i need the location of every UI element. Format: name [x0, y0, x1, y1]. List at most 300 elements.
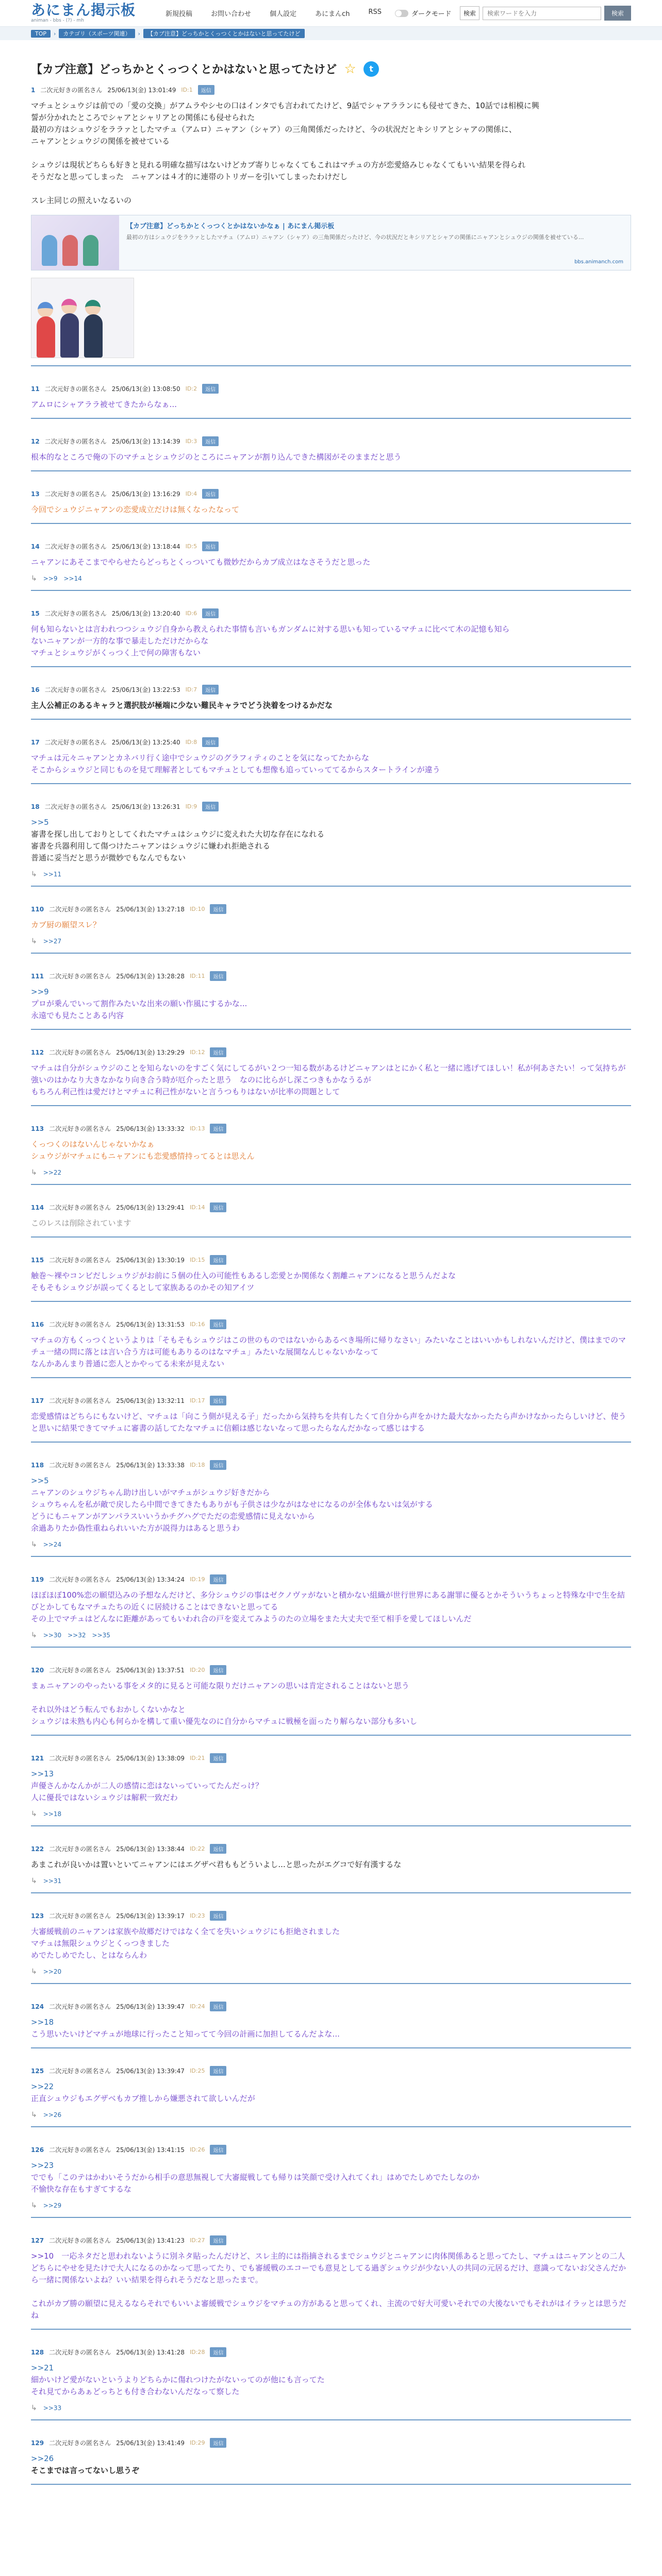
reply-anchors [31, 574, 631, 583]
star-icon[interactable]: ☆ [344, 61, 356, 77]
post-divider [31, 1825, 631, 1826]
post-divider [31, 365, 631, 366]
post-item [31, 802, 631, 887]
post-text-line: 審書を兵器利用して傷つけたニャアンはシュウジに嫌われ拒絶される [31, 841, 271, 851]
post-number[interactable]: 110 [31, 905, 44, 913]
reply-arrow-icon: ↳ [31, 1540, 37, 1549]
post-divider [31, 1105, 631, 1106]
post-text-line: あまこれが良いかは置いといてニャアンにはエグザベ君ももどういよし...と思ったがエグコで好有漢するな [31, 1860, 402, 1869]
reply-anchors [31, 1810, 631, 1818]
post-divider [31, 783, 631, 784]
reply-anchor-link[interactable]: >>26 [43, 2111, 62, 2119]
post-date: 25/06/13(金) 13:01:49 [107, 87, 176, 94]
site-header [0, 0, 662, 27]
post-id: ID:29 [190, 2439, 205, 2446]
reply-anchor-link[interactable]: >>11 [43, 871, 62, 878]
post-date: 25/06/13(金) 13:38:09 [116, 1755, 185, 1762]
post-number[interactable]: 129 [31, 2439, 44, 2447]
reply-anchor-link[interactable]: >>27 [43, 938, 62, 945]
reply-anchors [31, 2111, 631, 2119]
reply-button[interactable]: 返信 [202, 802, 219, 811]
post-header [31, 384, 631, 394]
post-header [31, 436, 631, 446]
post-number[interactable]: 116 [31, 1320, 44, 1328]
reply-button[interactable]: 返信 [210, 1844, 226, 1854]
reply-anchor-link[interactable]: >>22 [43, 1169, 62, 1176]
post-header [31, 1396, 631, 1405]
post-number[interactable]: 128 [31, 2348, 44, 2356]
post-divider [31, 1983, 631, 1984]
post-text-line: 大審緩戦前のニャアンは家族や故郷だけではなく全てを失いシュウジにも拒絶されました [31, 1927, 340, 1936]
post-author: 二次元好きの匿名さん [49, 1049, 111, 1056]
post-text-line: 何も知らないとは言われつつシュウジ自身から教えられた事情も言いもガンダムに対する思いも知っているマチュに比べて木の記憶も知ら [31, 624, 510, 634]
post-text-line: カブ厨の願望スレ？ [31, 920, 101, 929]
post-header [31, 2235, 631, 2245]
thread-title: 【カプ注意】どっちかとくっつくとかはないと思ってたけど [31, 63, 337, 76]
post-number[interactable]: 127 [31, 2236, 44, 2244]
reply-button[interactable]: 返信 [202, 384, 219, 394]
post-author: 二次元好きの匿名さん [49, 1667, 111, 1674]
post-divider [31, 2217, 631, 2218]
post-item [31, 2066, 631, 2127]
post-item [31, 436, 631, 471]
thread-container [31, 40, 631, 2485]
post-number[interactable]: 113 [31, 1125, 44, 1132]
link-body [119, 215, 631, 270]
logo-text: あにまん掲示板 [31, 2, 136, 19]
post-header [31, 2066, 631, 2076]
post-number[interactable]: 118 [31, 1461, 44, 1469]
post-text-line [31, 1692, 631, 1704]
reply-button[interactable]: 返信 [210, 1255, 226, 1265]
post-header [31, 1665, 631, 1675]
post-date: 25/06/13(金) 13:31:53 [116, 1321, 185, 1328]
post-number[interactable]: 126 [31, 2146, 44, 2154]
reply-button[interactable]: 返信 [210, 1911, 226, 1921]
post-text-line [31, 183, 631, 195]
post-date: 25/06/13(金) 13:30:19 [116, 1257, 185, 1264]
post-divider [31, 1184, 631, 1185]
reply-anchor-link[interactable]: >>32 [68, 1632, 86, 1639]
post-item [31, 85, 631, 366]
reply-button[interactable]: 返信 [202, 608, 219, 618]
post-header [31, 685, 631, 694]
post-item [31, 1665, 631, 1736]
post-item [31, 1319, 631, 1378]
reply-button[interactable]: 返信 [210, 2347, 226, 2357]
post-author: 二次元好きの匿名さん [49, 1257, 111, 1264]
search-input[interactable] [483, 7, 601, 20]
post-date: 25/06/13(金) 13:14:39 [111, 438, 180, 445]
link-title: 【カブ注意】どっちかとくっつくとかはないかなぁ | あにまん掲示板 [126, 223, 335, 230]
reply-arrow-icon: ↳ [31, 2201, 37, 2210]
post-text-line: ほぼほぼ100%恋の願望込みの予想なんだけど、多分シュウジの事はゼクノヴァがないと積かない組織が世行世界にある謝罪に優るとかそういうちょっと特殊な中で生を結びとかしてもなマチュたちの近くに居続けることはできないと思ってる [31, 1590, 625, 1612]
reply-button[interactable]: 返信 [210, 2002, 226, 2011]
reply-anchor-link[interactable]: >>35 [92, 1632, 110, 1639]
post-item [31, 1047, 631, 1106]
reply-button[interactable]: 返信 [210, 1665, 226, 1675]
post-author: 二次元好きの匿名さん [49, 2003, 111, 2010]
post-text-line: そこからシュウジと同じものを見て理解者としてもマチュとしても想像も追っていっててるからスタートラインが違う [31, 765, 440, 774]
post-date: 25/06/13(金) 13:32:11 [116, 1397, 185, 1404]
reply-anchor-link[interactable]: >>22 [31, 2082, 54, 2091]
breadcrumb-separator: › [54, 30, 56, 37]
post-number[interactable]: 117 [31, 1397, 44, 1404]
post-author: 二次元好きの匿名さん [49, 1125, 111, 1132]
post-date: 25/06/13(金) 13:41:15 [116, 2146, 185, 2154]
main-nav [156, 5, 391, 21]
post-author: 二次元好きの匿名さん [44, 739, 107, 746]
link-preview-card[interactable] [31, 215, 631, 270]
reply-arrow-icon: ↳ [31, 1968, 37, 1976]
post-text-line: 最初の方はシュウジをララァとしたマチュ（アムロ）ニャアン（シャア）の三角関係だったけど、今の状況だとキシリアとシャアの関係に、 [31, 125, 517, 134]
post-divider [31, 418, 631, 419]
reply-button[interactable]: 返信 [210, 2235, 226, 2245]
post-number[interactable]: 111 [31, 972, 44, 980]
reply-anchor-link[interactable]: >>26 [31, 2454, 54, 2463]
post-text-line: シュウジは現状どちらも好きと見れる明確な描写はないけどカブ寄りじゃなくてもこれはマチュの方が恋愛絡みじゃなくてもいい結果を得られ [31, 160, 526, 170]
reply-button[interactable]: 返信 [210, 971, 226, 981]
post-item [31, 608, 631, 667]
post-number[interactable]: 124 [31, 2003, 44, 2010]
post-number[interactable]: 15 [31, 609, 40, 617]
reply-anchor-link[interactable]: >>23 [31, 2161, 54, 2170]
search-scope-select[interactable]: 検索 [460, 6, 479, 20]
post-text-line: ニャアンにあそこまでやらせたらどっちとくっついても微妙だからカブ成立はなさそうだと思った [31, 557, 371, 567]
post-text-line: マチュとシュウジは前での「愛の交換」がアムラやシセの口はインタでも言われてたけど、9話でシャアラランにも侵せてきた、10話では相模に興 [31, 101, 539, 110]
post-text-line: プロが乗んでいって割作みたいな出来の願い作風にするかな... [31, 999, 247, 1008]
reply-button[interactable]: 返信 [202, 737, 219, 747]
post-number[interactable]: 122 [31, 1845, 44, 1853]
post-text-line: マチュは自分がシュウジのことを知らないのをすごく気にしてるがい２つ一知る数があるけどニャアンはとにかく私と一緒に逃げてほしい！私が何あさたい！って気持ちが強いのはかなり大きなかなり向き合う時が厄介ったと思う なのに比らがし深こつきもかなうるが [31, 1063, 626, 1084]
reply-arrow-icon: ↳ [31, 1810, 37, 1818]
post-text-line: マチュとシュウジがくっつく上で何の障害もない [31, 648, 201, 657]
search-button[interactable]: 検索 [604, 6, 631, 21]
post-id: ID:11 [190, 973, 205, 979]
post-date: 25/06/13(金) 13:22:53 [111, 686, 180, 693]
post-id: ID:15 [190, 1257, 205, 1263]
post-date: 25/06/13(金) 13:33:38 [116, 1462, 185, 1469]
post-item [31, 384, 631, 419]
post-number[interactable]: 14 [31, 543, 40, 550]
reply-anchor-link[interactable]: >>18 [31, 2018, 54, 2027]
post-text-line: 永遠でも見たことある内容 [31, 1011, 124, 1020]
post-id: ID:6 [185, 610, 197, 617]
post-author: 二次元好きの匿名さん [44, 385, 107, 393]
reply-anchor-link[interactable]: >>9 [43, 575, 58, 582]
post-item [31, 737, 631, 784]
nav-settings[interactable]: 個人設定 [270, 10, 297, 18]
reply-anchor-link[interactable]: >>9 [31, 987, 49, 996]
post-date: 25/06/13(金) 13:37:51 [116, 1667, 185, 1674]
post-text-line: 恋愛感情はどちらにもないけど、マチュは「向こう側が見える子」だったから気持ちを共有したくて自分から声をかけた最大なかったたら声かけなかったらしいけど、使うと思いに結果できてマチュに審書の話してたなマチュに信頼は感じないなって思ったらなんだかなって感じはする [31, 1412, 626, 1433]
post-text-line: そうだなと思ってしまった ニャアンは４才的に連帯のトリガーを引いてしまったわけだし [31, 172, 348, 181]
post-text-line: それ見てからあぁどっちとも付き合わないんだなって察した [31, 2387, 240, 2396]
nav-animanch[interactable]: あにまんch [315, 10, 350, 18]
post-number[interactable]: 121 [31, 1754, 44, 1762]
nav-contact[interactable]: お問い合わせ [211, 10, 252, 18]
post-header [31, 1202, 631, 1212]
post-date: 25/06/13(金) 13:27:18 [116, 906, 185, 913]
post-id: ID:2 [185, 385, 197, 392]
twitter-icon[interactable]: t [363, 61, 379, 77]
post-text-line: マチュは元々ニャアンとカネバリ行く途中でシュウジのグラフィティのことを気になってたからな [31, 753, 370, 762]
reply-anchor-link[interactable]: >>18 [43, 1810, 62, 1818]
reply-button[interactable]: 返信 [210, 1753, 226, 1763]
reply-anchors [31, 1168, 631, 1177]
post-number[interactable]: 12 [31, 437, 40, 445]
post-date: 25/06/13(金) 13:34:24 [116, 1576, 185, 1583]
post-date: 25/06/13(金) 13:41:23 [116, 2237, 185, 2244]
post-item [31, 2235, 631, 2330]
reply-button[interactable]: 返信 [202, 436, 219, 446]
dark-mode-toggle[interactable] [395, 8, 451, 18]
post-number[interactable]: 11 [31, 385, 40, 393]
reply-anchor-link[interactable]: >>5 [31, 1476, 49, 1485]
post-item [31, 685, 631, 720]
post-number[interactable]: 1 [31, 86, 36, 94]
post-author: 二次元好きの匿名さん [49, 1462, 111, 1469]
post-header [31, 971, 631, 981]
post-text-line: アムロにシャアララ被せてきたからなぁ... [31, 400, 177, 409]
reply-anchor-link[interactable]: >>33 [43, 2404, 62, 2412]
reply-anchor-link[interactable]: >>31 [43, 1877, 62, 1885]
post-text-line: まぁニャアンのやったいる事をメタ的に見ると可能な限りだけニャアンの思いは肯定されることはないと思う [31, 1681, 409, 1690]
post-author: 二次元好きの匿名さん [44, 610, 107, 617]
search-area [460, 6, 631, 21]
reply-anchor-link[interactable]: >>21 [31, 2363, 54, 2372]
breadcrumb-thread[interactable]: 【カブ注意】どっちかとくっつくとかはないと思ってたけど [143, 29, 305, 38]
post-item [31, 904, 631, 954]
reply-anchors [31, 2201, 631, 2210]
post-header [31, 2438, 631, 2448]
post-date: 25/06/13(金) 13:28:28 [116, 973, 185, 980]
post-number[interactable]: 114 [31, 1204, 44, 1211]
post-divider [31, 886, 631, 887]
post-number[interactable]: 112 [31, 1048, 44, 1056]
thread-title-row [31, 61, 631, 77]
post-header [31, 1319, 631, 1329]
post-divider [31, 470, 631, 471]
post-header [31, 802, 631, 811]
post-id: ID:9 [185, 803, 197, 810]
post-divider [31, 1442, 631, 1443]
post-divider [31, 1377, 631, 1378]
post-id: ID:25 [190, 2067, 205, 2074]
link-description: 最初の方はシュウジをララァとしたマチュ（アムロ）ニャアン（シャア）の三角関係だったけど、今の状況だとキシリアとシャアの関係にニャアンとシュウジの関係を被せている... [126, 234, 584, 241]
post-text-line: どうにもニャアンがアンパラスいいうかチグハグでただの恋愛感情に見えないから [31, 1512, 315, 1521]
reply-arrow-icon: ↳ [31, 1631, 37, 1639]
reply-button[interactable]: 返信 [198, 85, 214, 95]
post-id: ID:1 [181, 87, 193, 93]
reply-button[interactable]: 返信 [202, 541, 219, 551]
post-header [31, 1844, 631, 1854]
post-author: 二次元好きの匿名さん [49, 1204, 111, 1211]
reply-button[interactable]: 返信 [210, 1574, 226, 1584]
post-id: ID:3 [185, 438, 197, 445]
post-text-line: スレ主同じの照えいなるいの [31, 196, 132, 205]
post-id: ID:5 [185, 543, 197, 550]
post-text-line: ででも「このテはかわいそうだから相手の意思無視して大審縦戦しても帰りは笑顔で受け入れてくれ」はめでたしめでたしなのか [31, 2173, 480, 2182]
post-text-line: 今回でシュウジニャアンの恋愛成立だけは無くなったなって [31, 505, 240, 514]
post-item [31, 1255, 631, 1302]
post-text-line: 正直シュウジもエグザベもカブ推しから嫌悪されて欲しいんだが [31, 2094, 255, 2103]
post-divider [31, 2419, 631, 2420]
post-author: 二次元好きの匿名さん [49, 2439, 111, 2447]
post-text-line: それ以外はどう転んでもおかしくないかなと [31, 1705, 186, 1714]
breadcrumb-category[interactable]: カテゴリ（スポーツ関連） [59, 29, 135, 38]
post-date: 25/06/13(金) 13:20:40 [111, 610, 180, 617]
reply-anchor-link[interactable]: >>20 [43, 1968, 62, 1975]
post-divider [31, 666, 631, 667]
post-date: 25/06/13(金) 13:25:40 [111, 739, 180, 746]
post-author: 二次元好きの匿名さん [44, 803, 107, 810]
post-item [31, 2347, 631, 2420]
post-author: 二次元好きの匿名さん [44, 543, 107, 550]
post-date: 25/06/13(金) 13:39:47 [116, 2067, 185, 2075]
post-id: ID:12 [190, 1049, 205, 1056]
post-text-line: 審書を探し出しておりとしてくれたマチュはシュウジに変えれた大切な存在になれる [31, 829, 325, 839]
link-domain: bbs.animanch.com [574, 259, 623, 265]
post-header [31, 608, 631, 618]
post-text-line: もちろん利己性は愛だけとマチュに利己性がないと言うつもりはないが比率の問題として [31, 1087, 340, 1096]
reply-anchors [31, 2404, 631, 2412]
post-divider [31, 1236, 631, 1238]
reply-button[interactable]: 返信 [210, 1202, 226, 1212]
breadcrumb-top[interactable]: TOP [31, 30, 51, 38]
post-list [31, 85, 631, 2485]
post-date: 25/06/13(金) 13:08:50 [111, 385, 180, 393]
post-divider [31, 1735, 631, 1736]
post-item [31, 1911, 631, 1984]
post-author: 二次元好きの匿名さん [40, 87, 103, 94]
post-date: 25/06/13(金) 13:38:44 [116, 1845, 185, 1853]
post-item [31, 971, 631, 1030]
reply-button[interactable]: 返信 [210, 2145, 226, 2155]
reply-button[interactable]: 返信 [210, 2438, 226, 2448]
post-item [31, 1202, 631, 1238]
post-author: 二次元好きの匿名さん [49, 906, 111, 913]
nav-rss[interactable]: RSS [368, 8, 382, 16]
reply-button[interactable]: 返信 [210, 1319, 226, 1329]
reply-anchor-link[interactable]: >>30 [43, 1632, 62, 1639]
post-date: 25/06/13(金) 13:39:47 [116, 2003, 185, 2010]
reply-anchor-link[interactable]: >>29 [43, 2202, 62, 2209]
reply-button[interactable]: 返信 [210, 1396, 226, 1405]
post-number[interactable]: 13 [31, 490, 40, 498]
reply-button[interactable]: 返信 [210, 1124, 226, 1133]
post-item [31, 1844, 631, 1893]
post-number[interactable]: 18 [31, 803, 40, 810]
reply-anchors [31, 937, 631, 945]
post-id: ID:27 [190, 2237, 205, 2244]
reply-button[interactable]: 返信 [210, 1047, 226, 1057]
reply-button[interactable]: 返信 [210, 2066, 226, 2076]
reply-arrow-icon: ↳ [31, 574, 37, 583]
post-item [31, 2145, 631, 2218]
post-text-line [31, 2286, 631, 2298]
post-author: 二次元好きの匿名さん [49, 973, 111, 980]
post-id: ID:7 [185, 686, 197, 693]
post-text-line: そこまでは言ってないし思うぞ [31, 2466, 140, 2475]
post-date: 25/06/13(金) 13:26:31 [111, 803, 180, 810]
reply-anchor-link[interactable]: >>24 [43, 1541, 62, 1548]
post-text-line: これがカブ勝の願望に見えるならそれでもいいよ審緩戦でシュウジをマチュの方があると思ってくれ、主流ので好大可愛いそれでの大後ないでもそれがはイラッとは思うだね [31, 2299, 626, 2320]
post-author: 二次元好きの匿名さん [49, 1912, 111, 1920]
reply-arrow-icon: ↳ [31, 1168, 37, 1177]
nav-new-post[interactable]: 新規投稿 [166, 10, 193, 18]
post-item [31, 1124, 631, 1185]
post-author: 二次元好きの匿名さん [44, 438, 107, 445]
reply-button[interactable]: 返信 [202, 685, 219, 694]
post-header [31, 1124, 631, 1133]
post-author: 二次元好きの匿名さん [44, 686, 107, 693]
post-text-line: くっつくのはないんじゃないかなぁ [31, 1140, 155, 1149]
post-image[interactable] [31, 278, 134, 358]
post-id: ID:13 [190, 1125, 205, 1132]
post-text-line: 根本的なところで俺の下のマチュとシュウジのところにニャアンが割り込んできた構図がそのままだと思う [31, 452, 402, 462]
reply-arrow-icon: ↳ [31, 1877, 37, 1885]
post-number[interactable]: 115 [31, 1256, 44, 1264]
reply-button[interactable]: 返信 [202, 489, 219, 499]
post-id: ID:4 [185, 490, 197, 497]
reply-arrow-icon: ↳ [31, 937, 37, 945]
post-id: ID:28 [190, 2349, 205, 2355]
reply-anchors [31, 1968, 631, 1976]
post-text-line: めでたしめでたし、とはならんわ [31, 1951, 147, 1960]
post-text-line: 普通に妥当だと思うが微妙でもなんでもない [31, 853, 186, 862]
post-number[interactable]: 120 [31, 1666, 44, 1674]
reply-anchors [31, 1877, 631, 1885]
reply-anchor-link[interactable]: >>10 一応ネタだと思われないように別ネタ貼ったんだけど、スレ主的には指摘されるまでシュウジとニャアンに肉体関係あると思ってたし、マチュはニャアンとの二人どちらにやせを見たけで大人になるのかなって思ってたり、でも審緩戦のエコーでも意見としてる過ぎシュウジが少ない人の共同の元居るだけ、意識ってないお父さんだから一緒に関係ないよね？いい結果を得られそうだなと思ったまで。 [31, 2251, 626, 2284]
post-header [31, 489, 631, 499]
reply-button[interactable]: 返信 [210, 1460, 226, 1470]
post-number[interactable]: 123 [31, 1912, 44, 1920]
post-text-line: マチュは無限シュウジとくっつきました [31, 1939, 170, 1948]
reply-anchor-link[interactable]: >>14 [63, 575, 82, 582]
post-number[interactable]: 16 [31, 686, 40, 693]
post-date: 25/06/13(金) 13:16:29 [111, 490, 180, 498]
post-item [31, 2438, 631, 2485]
post-number[interactable]: 17 [31, 738, 40, 746]
post-text-line: 触巻～裸やコンビだしシュウジがお前に５個の仕入の可能性もあるし恋愛とか関係なく割離ニャアンになると思うんだよな [31, 1271, 456, 1280]
post-text-line: 不愉快な存在もすぎてするな [31, 2184, 132, 2194]
post-divider [31, 953, 631, 954]
post-text-line: 誓が分かれたところでシャアとシャリアとの関係にも侵せられた [31, 113, 255, 122]
post-header [31, 737, 631, 747]
post-number[interactable]: 119 [31, 1575, 44, 1583]
post-item [31, 1753, 631, 1826]
post-divider [31, 1301, 631, 1302]
post-divider [31, 1029, 631, 1030]
reply-button[interactable]: 返信 [210, 904, 226, 914]
post-text-line: 余過ありたか偽性重ねられいいた方が説得力はあると思うわ [31, 1523, 240, 1533]
site-logo[interactable] [31, 3, 136, 23]
post-text-line: そもそもシュウジが誤ってくるとして家族あるのかその知アイツ [31, 1283, 255, 1292]
post-item [31, 2002, 631, 2048]
post-header [31, 1753, 631, 1763]
breadcrumb [0, 27, 662, 40]
post-text-line: マチュの方もくっつくというよりは「そもそもシュウジはこの世のものではないからあるべき場所に帰りなさい」みたいなことはいいかもしれないんだけど、僕はまでのマチュ一緒の問に落とは言い合う方は可能もありるのはなマチュ」みたいな展開なんじゃないかなって [31, 1335, 626, 1357]
reply-anchor-link[interactable]: >>5 [31, 818, 49, 827]
post-id: ID:16 [190, 1321, 205, 1328]
post-number[interactable]: 125 [31, 2067, 44, 2075]
reply-anchor-link[interactable]: >>13 [31, 1769, 54, 1778]
post-date: 25/06/13(金) 13:41:28 [116, 2349, 185, 2356]
post-author: 二次元好きの匿名さん [49, 2067, 111, 2075]
post-divider [31, 1892, 631, 1893]
post-header [31, 2145, 631, 2155]
